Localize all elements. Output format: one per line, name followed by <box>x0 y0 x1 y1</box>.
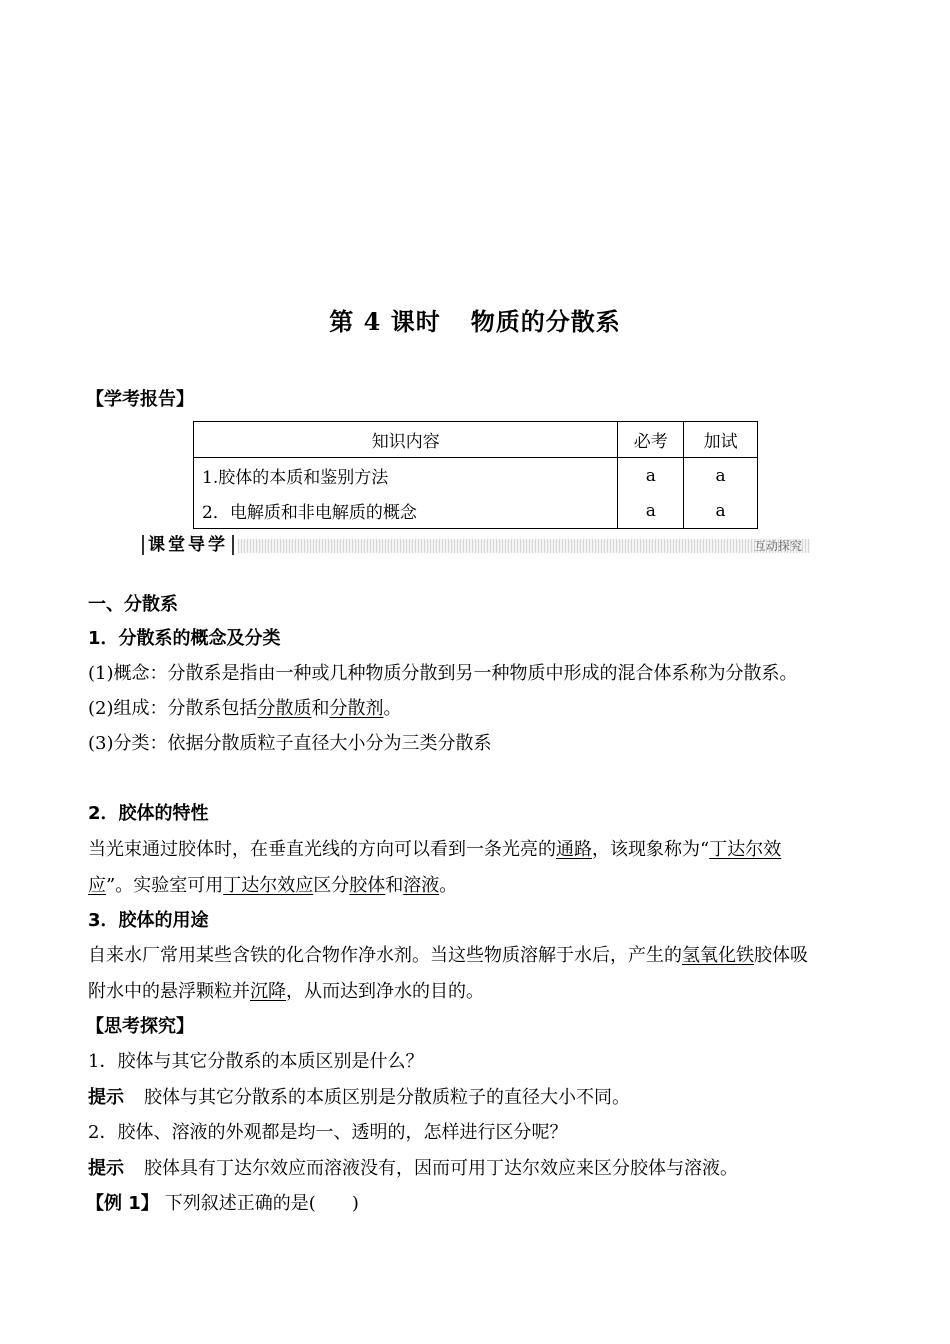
paragraph-property-line2 <box>88 874 457 898</box>
question-2: 2．胶体、溶液的外观都是均一、透明的，怎样进行区分呢？ <box>88 1122 568 1143</box>
row2-extra: a <box>684 493 758 529</box>
banner-tag: 互动探究 <box>753 539 802 553</box>
think-heading: 【思考探究】 <box>86 1016 194 1037</box>
hint-label: 提示 <box>88 1087 124 1108</box>
row1-content: 1.胶体的本质和鉴别方法 <box>194 458 618 494</box>
text: ，从而达到净水的目的。 <box>286 981 484 1002</box>
answer-2 <box>88 1157 738 1181</box>
row1-extra: a <box>684 458 758 494</box>
answer-text: 胶体具有丁达尔效应而溶液没有，因而可用丁达尔效应来区分胶体与溶液。 <box>144 1158 738 1179</box>
header-content: 知识内容 <box>194 422 618 458</box>
text: 区分 <box>313 875 350 896</box>
text: 和 <box>311 698 330 719</box>
text: 。 <box>439 875 458 896</box>
table-row <box>194 493 758 529</box>
text: 附水中的悬浮颗粒并 <box>88 981 250 1002</box>
text: 。 <box>383 698 402 719</box>
row2-required: a <box>618 493 684 529</box>
text: 自来水厂常用某些含铁的化合物作净水剂。当这些物质溶解于水后，产生的 <box>88 945 682 966</box>
paragraph-property-line1 <box>88 838 781 862</box>
subheading-3: 3．胶体的用途 <box>88 910 209 931</box>
banner-label: 课堂导学 <box>142 535 234 555</box>
row2-content: 2．电解质和非电解质的概念 <box>194 493 618 529</box>
title-part1: 第 4 课时 <box>329 307 441 336</box>
report-table <box>193 421 758 529</box>
header-required: 必考 <box>618 422 684 458</box>
subheading-2: 2．胶体的特性 <box>88 803 209 824</box>
underline-settle: 沉降 <box>250 981 286 1002</box>
example-label: 【例 1】 <box>86 1193 159 1214</box>
paragraph-composition <box>88 697 402 721</box>
hint-label: 提示 <box>88 1158 124 1179</box>
underline-tyndall-effect: 丁达尔效应 <box>223 875 314 896</box>
underline-dispersion-medium: 分散剂 <box>329 698 384 719</box>
section-banner <box>142 535 810 555</box>
answer-1 <box>88 1086 630 1110</box>
example-1 <box>86 1192 359 1216</box>
question-1: 1．胶体与其它分散系的本质区别是什么？ <box>88 1051 424 1072</box>
underline-dispersed-phase: 分散质 <box>257 698 312 719</box>
underline-colloid: 胶体 <box>349 875 386 896</box>
underline-path: 通路 <box>556 839 592 860</box>
report-heading: 【学考报告】 <box>86 389 194 410</box>
underline-tyndall-end: 应 <box>88 875 106 896</box>
underline-ferric-hydroxide: 氢氧化铁 <box>682 945 754 966</box>
paragraph-concept: (1)概念：分散系是指由一种或几种物质分散到另一种物质中形成的混合体系称为分散系。 <box>88 663 798 684</box>
banner-bar <box>238 539 810 553</box>
header-extra: 加试 <box>684 422 758 458</box>
title-part2: 物质的分散系 <box>470 307 621 336</box>
text: ，该现象称为“ <box>592 839 710 860</box>
text: ”。实验室可用 <box>106 875 224 896</box>
page-title <box>0 302 950 337</box>
underline-tyndall: 丁达尔效 <box>709 839 782 860</box>
text: 和 <box>385 875 404 896</box>
paragraph-use-line2 <box>88 980 484 1004</box>
paragraph-classification: (3)分类：依据分散质粒子直径大小分为三类分散系 <box>88 733 492 754</box>
answer-text: 胶体与其它分散系的本质区别是分散质粒子的直径大小不同。 <box>144 1087 630 1108</box>
text: (2)组成：分散系包括 <box>88 698 258 719</box>
section-heading: 一、分散系 <box>88 594 178 615</box>
text: 胶体吸 <box>754 945 808 966</box>
table-header-row <box>194 422 758 458</box>
paragraph-use-line1 <box>88 944 808 968</box>
underline-solution: 溶液 <box>403 875 440 896</box>
row1-required: a <box>618 458 684 494</box>
example-text: 下列叙述正确的是( ) <box>164 1193 359 1214</box>
text: 当光束通过胶体时，在垂直光线的方向可以看到一条光亮的 <box>88 839 556 860</box>
subheading-1: 1．分散系的概念及分类 <box>88 628 281 649</box>
table-row <box>194 458 758 494</box>
